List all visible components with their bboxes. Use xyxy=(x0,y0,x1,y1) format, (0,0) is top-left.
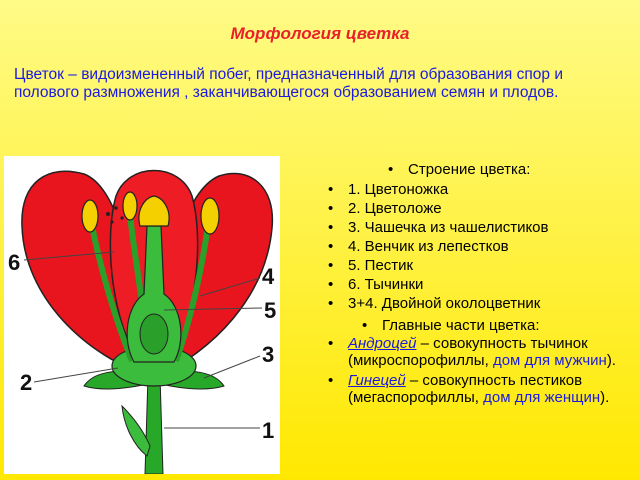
anther-left xyxy=(82,200,98,232)
list-item: • 3. Чашечка из чашелистиков xyxy=(326,218,636,237)
label-4: 4 xyxy=(262,264,275,289)
anther-mid xyxy=(123,192,137,220)
androecium-end: ). xyxy=(606,352,616,369)
gynoecium-text: – совокупность пестиков (мегаспорофиллы, xyxy=(348,372,583,406)
androecium-highlight: дом для мужчин xyxy=(492,352,607,369)
label-2: 2 xyxy=(20,370,33,395)
list-item: • 6. Тычинки xyxy=(326,275,636,294)
page-title: Морфология цветка xyxy=(230,24,410,43)
pollen-grain xyxy=(120,216,123,219)
label-1: 1 xyxy=(262,418,275,443)
pollen-grain xyxy=(110,220,113,223)
flower-diagram xyxy=(4,156,280,474)
list-item: • 1. Цветоножка xyxy=(326,180,636,199)
gynoecium-definition xyxy=(326,372,636,406)
stem-leaf xyxy=(122,406,150,456)
legend-panel xyxy=(326,160,636,409)
anther-right xyxy=(201,198,219,234)
list-item: • 5. Пестик xyxy=(326,256,636,275)
main-parts-header: • Главные части цветка: xyxy=(326,316,636,335)
structure-list xyxy=(326,160,636,406)
label-6: 6 xyxy=(8,250,21,275)
structure-header: • Строение цветка: xyxy=(326,160,636,179)
pollen-grain xyxy=(114,206,118,210)
leader-line-3 xyxy=(204,356,260,378)
label-3: 3 xyxy=(262,342,275,367)
gynoecium-highlight: дом для женщин xyxy=(483,389,601,406)
list-item: • 4. Венчик из лепестков xyxy=(326,237,636,256)
pollen-grain xyxy=(106,212,110,216)
androecium-definition xyxy=(326,335,636,369)
androecium-term: Андроцей xyxy=(348,335,417,352)
ovary-chamber xyxy=(140,314,168,354)
gynoecium-end: ). xyxy=(600,389,610,406)
list-item: • 3+4. Двойной околоцветник xyxy=(326,294,636,313)
flower-illustration xyxy=(4,156,280,474)
gynoecium-term: Гинецей xyxy=(348,372,406,389)
flower-definition: Цветок – видоизмененный побег, предназначенный для образования спор и полового размножения , заканчивающегося образованием семян и плодов. xyxy=(14,66,563,101)
androecium-text: – совокупность тычинок (микроспорофиллы, xyxy=(348,335,588,369)
label-5: 5 xyxy=(264,298,277,323)
list-item: • 2. Цветоложе xyxy=(326,199,636,218)
pedicel xyxy=(145,376,163,474)
